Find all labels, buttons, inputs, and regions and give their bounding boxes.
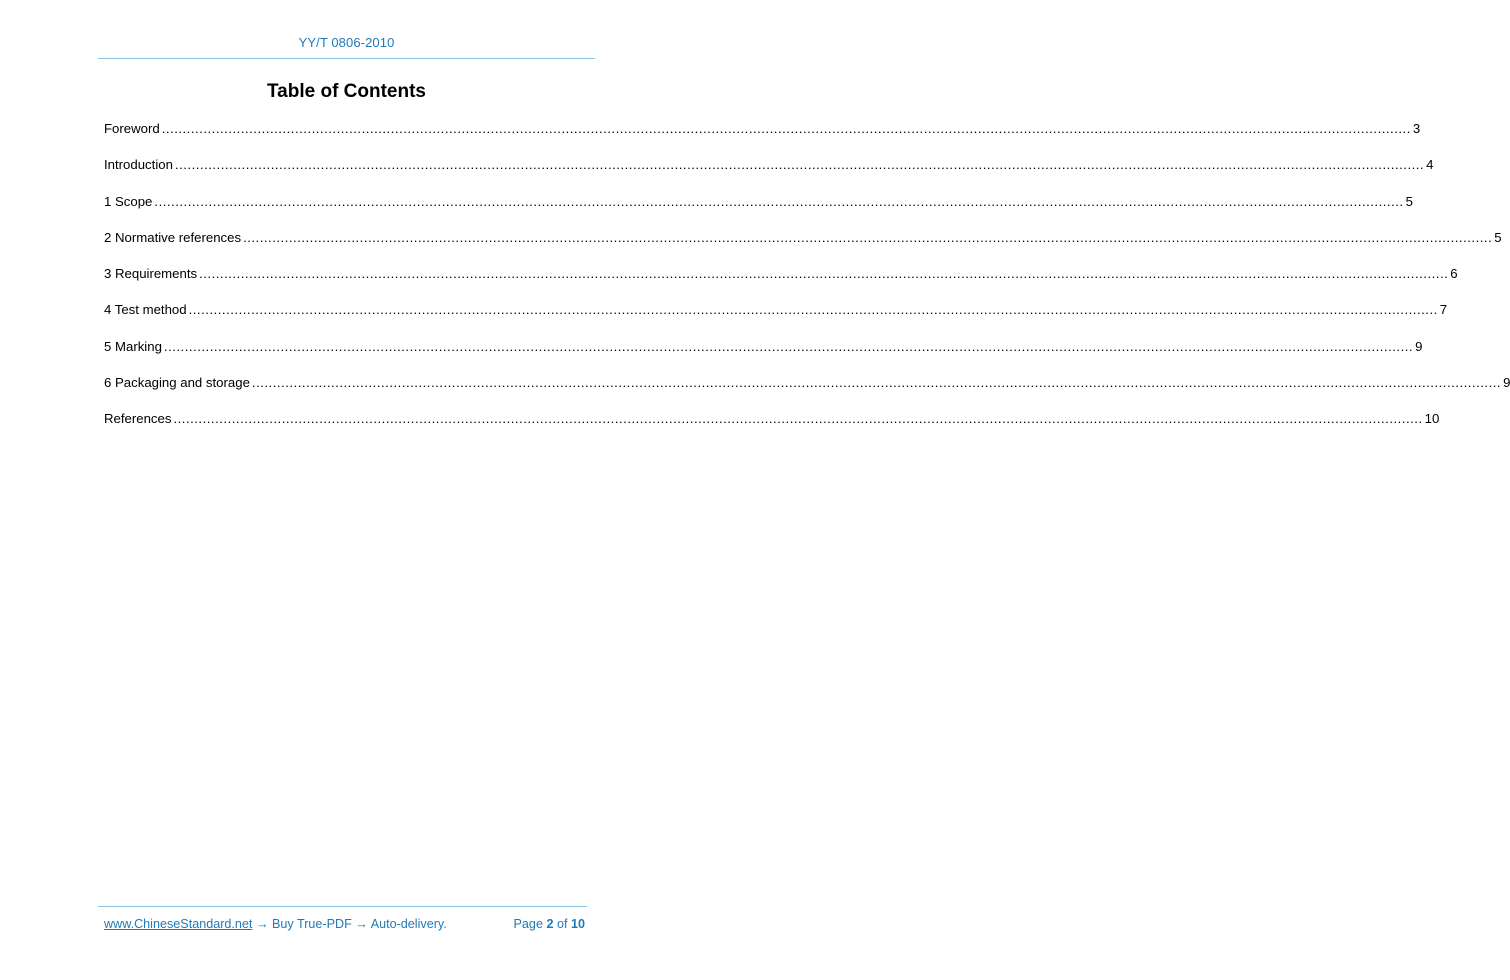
toc-entry[interactable] — [104, 120, 1421, 156]
toc-entry-label: 4 Test method — [104, 302, 187, 318]
toc-dot-leader: ............................................................................................................................................................................................................................................................................................................ — [163, 338, 1414, 354]
toc-entry-label: 6 Packaging and storage — [104, 375, 250, 391]
toc-dot-leader: ............................................................................................................................................................................................................................................................................................................ — [199, 266, 1449, 282]
buy-step-text: Buy True-PDF — [272, 917, 352, 931]
toc-entry-label: 1 Scope — [104, 193, 153, 209]
toc-entry[interactable] — [104, 374, 1510, 410]
toc-entry-page: 5 — [1494, 229, 1502, 245]
toc-entry[interactable] — [104, 410, 1440, 446]
page-word: Page — [513, 917, 547, 931]
toc-entry-label: Introduction — [104, 157, 173, 173]
toc-dot-leader: ............................................................................................................................................................................................................................................................................................................ — [174, 157, 1425, 173]
toc-entry-page: 3 — [1412, 121, 1421, 136]
toc-dot-leader: ............................................................................................................................................................................................................................................................................................................ — [161, 121, 1411, 136]
page-title: Table of Contents — [266, 81, 427, 102]
toc-entry-label: Foreword — [104, 121, 160, 136]
table-of-contents — [104, 120, 1510, 447]
toc-dot-leader: ............................................................................................................................................................................................................................................................................................................ — [154, 193, 1404, 209]
toc-entry-page: 10 — [1424, 411, 1440, 427]
footer-purchase-line — [104, 917, 447, 931]
toc-entry-label: 5 Marking — [104, 338, 162, 354]
delivery-step-text: Auto-delivery. — [370, 917, 447, 931]
toc-entry-page: 9 — [1503, 375, 1510, 391]
arrow-icon: → — [252, 917, 273, 931]
toc-dot-leader: ............................................................................................................................................................................................................................................................................................................ — [243, 229, 1493, 245]
standard-code: YY/T 0806-2010 — [298, 35, 395, 50]
toc-entry-page: 9 — [1415, 338, 1423, 354]
toc-dot-leader: ............................................................................................................................................................................................................................................................................................................ — [173, 411, 1423, 427]
page-number — [514, 917, 585, 931]
toc-entry[interactable] — [104, 265, 1458, 301]
toc-entry[interactable] — [104, 338, 1423, 374]
toc-dot-leader: ............................................................................................................................................................................................................................................................................................................ — [188, 302, 1438, 318]
toc-entry[interactable] — [104, 193, 1413, 229]
toc-entry-page: 4 — [1426, 157, 1434, 173]
toc-dot-leader: ............................................................................................................................................................................................................................................................................................................ — [251, 375, 1502, 391]
current-page-number: 2 — [546, 917, 554, 931]
toc-entry-page: 5 — [1405, 193, 1413, 209]
toc-entry-label: 2 Normative references — [104, 229, 242, 245]
website-link[interactable]: www.ChineseStandard.net — [104, 917, 253, 931]
toc-entry-label: References — [104, 411, 172, 427]
toc-entry-page: 6 — [1450, 266, 1458, 282]
page-footer — [98, 906, 587, 931]
toc-entry[interactable] — [104, 156, 1434, 192]
toc-entry[interactable] — [104, 229, 1502, 265]
total-page-number: 10 — [570, 917, 585, 931]
page-header — [98, 28, 595, 59]
arrow-icon: → — [351, 917, 371, 931]
toc-entry-label: 3 Requirements — [104, 266, 198, 282]
page-of-word: of — [553, 917, 571, 931]
toc-entry[interactable] — [104, 301, 1448, 337]
toc-entry-page: 7 — [1439, 302, 1448, 318]
